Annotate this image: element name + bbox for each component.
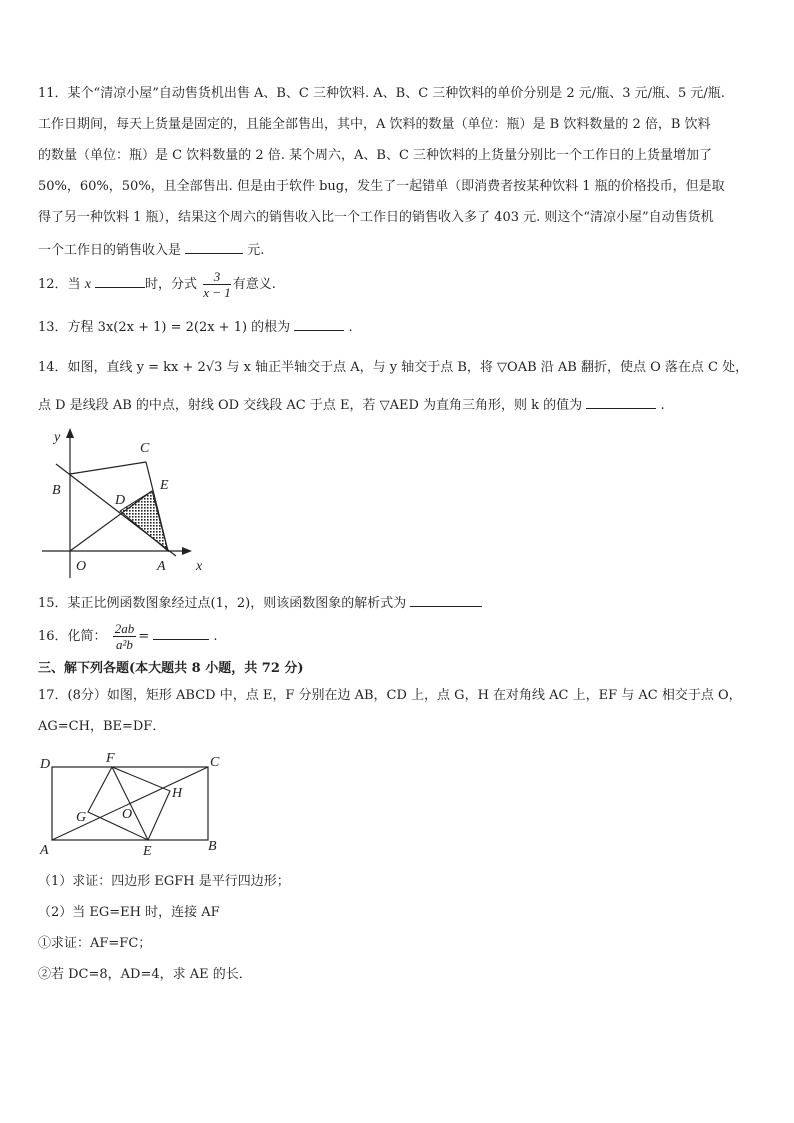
q12-answer-blank[interactable] <box>95 275 145 288</box>
label-y: y <box>54 430 61 445</box>
q16-end: . <box>213 629 218 644</box>
q14-line-2-text: 点 D 是线段 AB 的中点，射线 OD 交线段 AC 于点 E，若 ▽AED 为直角三角形，则 k 的值为 <box>38 398 583 413</box>
label-e: E <box>160 478 169 493</box>
label-o: O <box>122 807 133 822</box>
label-g: G <box>76 810 87 825</box>
label-e: E <box>143 844 152 859</box>
q16-equals: = <box>138 629 150 644</box>
q11-line-2: 工作日期间，每天上货量是固定的，且能全部售出，其中，A 饮料的数量（单位：瓶）是 B 饮料数量的 2 倍，B 饮料 <box>38 117 711 132</box>
label-x: x <box>196 559 203 574</box>
segment-bc <box>70 462 146 474</box>
q16-prefix: 16．化简： <box>38 629 107 644</box>
q13-line <box>38 318 353 336</box>
q17-figure <box>36 750 236 860</box>
q17-part-2-ii: ②若 DC=8，AD=4，求 AE 的长． <box>38 967 252 982</box>
q12-fraction-num: 3 <box>203 269 231 285</box>
q11-line-6-text: 一个工作日的销售收入是 <box>38 243 182 258</box>
q11-line-6 <box>38 241 264 259</box>
q12-line <box>38 268 276 302</box>
label-c: C <box>140 441 150 456</box>
x-axis-arrow <box>182 547 192 555</box>
q12-suffix: 有意义. <box>232 277 276 292</box>
q15-text: 15．某正比例函数图象经过点(1，2)，则该函数图象的解析式为 <box>38 596 407 611</box>
label-f: F <box>106 751 115 766</box>
label-d: D <box>115 493 126 508</box>
label-b: B <box>208 839 217 854</box>
q11-line-3: 的数量（单位：瓶）是 C 饮料数量的 2 倍. 某个周六，A、B、C 三种饮料的上货量分别比一个工作日的上货量增加了 <box>38 148 713 163</box>
q12-mid: 时，分式 <box>145 277 198 292</box>
q17-line-2: AG=CH，BE=DF． <box>38 719 166 734</box>
q12-fraction <box>203 269 231 300</box>
q17-part-2-i: ①求证：AF=FC； <box>38 936 152 951</box>
q14-figure <box>38 422 268 592</box>
section-3-heading: 三、解下列各题(本大题共 8 小题，共 72 分) <box>38 661 304 676</box>
label-o: O <box>76 559 87 574</box>
label-d: D <box>40 757 51 772</box>
q15-line <box>38 594 482 612</box>
q17-part-2: （2）当 EG=EH 时，连接 AF <box>38 905 220 920</box>
q13-text: 13．方程 3x(2x + 1) = 2(2x + 1) 的根为 <box>38 320 291 335</box>
q17-line-1: 17．(8分）如图，矩形 ABCD 中，点 E，F 分别在边 AB，CD 上，点 G，H 在对角线 AC 上，EF 与 AC 相交于点 O， <box>38 688 742 703</box>
label-a: A <box>40 843 49 858</box>
y-axis-arrow <box>66 428 74 438</box>
q16-fraction <box>113 621 137 652</box>
q11-answer-blank[interactable] <box>185 241 243 254</box>
label-h: H <box>172 786 183 801</box>
q16-fraction-den: a²b <box>115 637 133 652</box>
segment-ef <box>112 767 148 840</box>
label-a: A <box>157 559 166 574</box>
q16-answer-blank[interactable] <box>153 627 209 640</box>
q13-answer-blank[interactable] <box>294 318 344 331</box>
label-b: B <box>52 483 61 498</box>
label-c: C <box>210 755 220 770</box>
q12-var: x <box>84 277 91 292</box>
q11-unit: 元. <box>247 243 265 258</box>
q11-line-4: 50%，60%，50%，且全部售出. 但是由于软件 bug，发生了一起错单（即消费者按某种饮料 1 瓶的价格投币，但是取 <box>38 179 725 194</box>
q14-line-1: 14．如图，直线 y = kx + 2√3 与 x 轴正半轴交于点 A，与 y 轴交于点 B，将 ▽OAB 沿 AB 翻折，使点 O 落在点 C 处， <box>38 360 749 375</box>
q15-answer-blank[interactable] <box>410 594 482 607</box>
q11-line-1: 11．某个“清凉小屋”自动售货机出售 A、B、C 三种饮料. A、B、C 三种饮料的单价分别是 2 元/瓶、3 元/瓶、5 元/瓶. <box>38 86 725 101</box>
q12-fraction-den: x − 1 <box>203 285 231 300</box>
q12-prefix: 12．当 <box>38 277 85 292</box>
q14-answer-blank[interactable] <box>586 396 656 409</box>
q13-end: . <box>348 320 353 335</box>
q17-part-1: （1）求证：四边形 EGFH 是平行四边形； <box>38 874 290 889</box>
q14-line-2 <box>38 396 665 414</box>
q11-line-5: 得了另一种饮料 1 瓶），结果这个周六的销售收入比一个工作日的销售收入多了 403 元. 则这个“清凉小屋”自动售货机 <box>38 210 714 225</box>
q16-line <box>38 618 218 656</box>
q14-end: . <box>660 398 665 413</box>
q16-fraction-num: 2ab <box>114 621 135 636</box>
